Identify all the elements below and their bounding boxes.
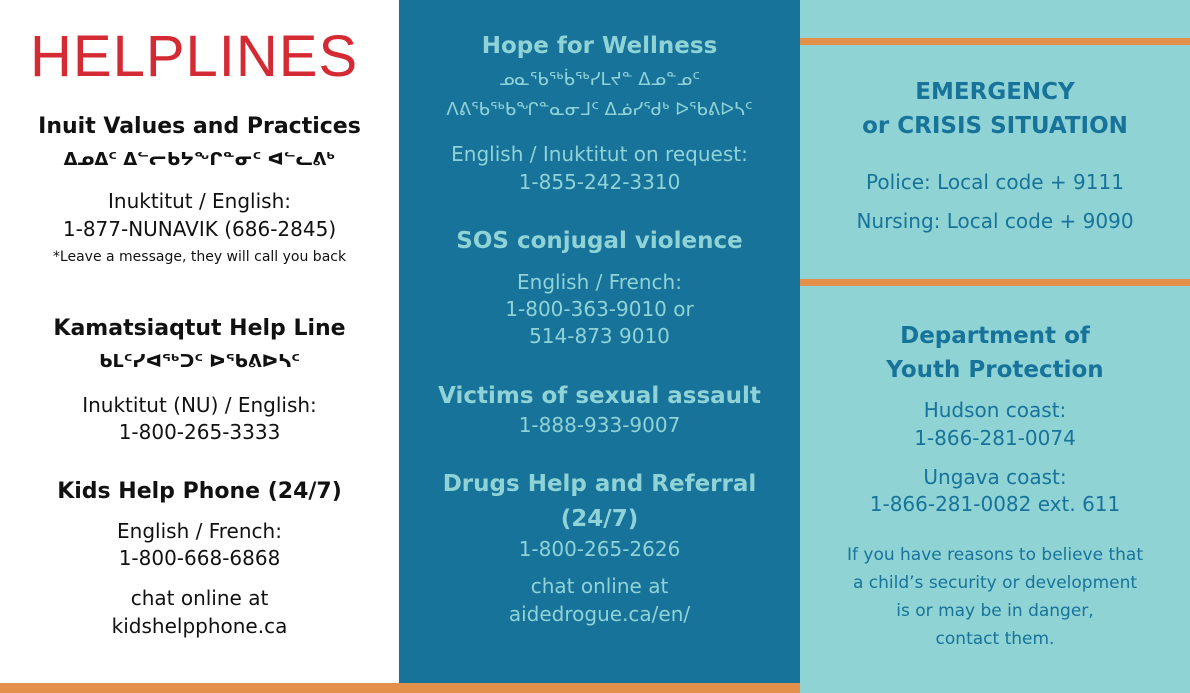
hope-wellness-languages: English / Inuktitut on request: bbox=[451, 142, 748, 166]
kamatsiaqtut-languages: Inuktitut (NU) / English: bbox=[82, 393, 317, 417]
right-column bbox=[800, 0, 1190, 693]
emergency-title-2: or CRISIS SITUATION bbox=[862, 113, 1128, 139]
drugs-help-chat-link[interactable]: aidedrogue.ca/en/ bbox=[508, 602, 691, 626]
inuit-values-note: *Leave a message, they will call you back bbox=[52, 249, 347, 265]
bottom-orange-bar bbox=[0, 683, 800, 693]
dyp-ungava-phone[interactable]: 1-866-281-0082 ext. 611 bbox=[869, 492, 1121, 516]
hope-wellness-syllabics-1: ᓄᓇᖃᖅᑳᖅᓯᒪᔪᓐ ᐃᓄᓐᓄᑦ bbox=[499, 69, 700, 90]
middle-orange-divider bbox=[800, 279, 1190, 286]
kids-help-title: Kids Help Phone (24/7) bbox=[57, 479, 342, 504]
sos-title: SOS conjugal violence bbox=[456, 228, 743, 254]
emergency-nursing: Nursing: Local code + 9090 bbox=[856, 209, 1134, 233]
kids-help-phone[interactable]: 1-800-668-6868 bbox=[118, 546, 281, 570]
sos-phone-1[interactable]: 1-800-363-9010 or bbox=[505, 297, 694, 321]
dyp-note-2: a child’s security or development bbox=[852, 573, 1138, 593]
dyp-hudson-label: Hudson coast: bbox=[923, 398, 1067, 422]
sos-phone-2[interactable]: 514-873 9010 bbox=[529, 324, 670, 348]
inuit-values-languages: Inuktitut / English: bbox=[108, 189, 291, 213]
dyp-title-2: Youth Protection bbox=[886, 357, 1104, 383]
dyp-title-1: Department of bbox=[900, 323, 1090, 349]
kids-help-languages: English / French: bbox=[117, 519, 282, 543]
kids-help-chat-link[interactable]: kidshelpphone.ca bbox=[111, 614, 288, 638]
top-orange-divider bbox=[800, 38, 1190, 45]
drugs-help-title-2: (24/7) bbox=[560, 506, 639, 532]
hope-wellness-title: Hope for Wellness bbox=[481, 33, 718, 59]
sos-languages: English / French: bbox=[517, 270, 682, 294]
middle-column bbox=[399, 0, 800, 693]
kids-help-chat-label: chat online at bbox=[130, 586, 269, 610]
inuit-values-phone[interactable]: 1-877-NUNAVIK (686-2845) bbox=[62, 217, 337, 241]
victims-phone[interactable]: 1-888-933-9007 bbox=[518, 413, 681, 437]
emergency-title-1: EMERGENCY bbox=[915, 79, 1075, 105]
left-column bbox=[0, 0, 399, 693]
page-title: HELPLINES bbox=[30, 24, 359, 89]
drugs-help-title-1: Drugs Help and Referral bbox=[442, 471, 757, 497]
dyp-note-3: is or may be in danger, bbox=[896, 601, 1094, 621]
hope-wellness-syllabics-2: ᐱᕕᖃᖅᑲᖏᓐᓇᓂᒧᑦ ᐃᓅᓯᖁᒃ ᐅᖃᕕᐅᓴᑦ bbox=[446, 99, 753, 120]
victims-title: Victims of sexual assault bbox=[438, 383, 761, 409]
dyp-hudson-phone[interactable]: 1-866-281-0074 bbox=[914, 426, 1076, 450]
kamatsiaqtut-syllabics: ᑲᒪᑦᓯᐊᖅᑐᑦ ᐅᖃᕕᐅᓴᑦ bbox=[99, 351, 300, 372]
emergency-police: Police: Local code + 9111 bbox=[866, 170, 1124, 194]
kamatsiaqtut-phone[interactable]: 1-800-265-3333 bbox=[118, 420, 281, 444]
kamatsiaqtut-title: Kamatsiaqtut Help Line bbox=[53, 316, 346, 341]
inuit-values-syllabics: ᐃᓄᐃᑦ ᐃᓪᓕᑲᔭᖏᓐᓂᑦ ᐊᓪᓚᕕᒃ bbox=[63, 149, 336, 170]
dyp-note-1: If you have reasons to believe that bbox=[846, 545, 1143, 565]
hope-wellness-phone[interactable]: 1-855-242-3310 bbox=[518, 170, 681, 194]
dyp-ungava-label: Ungava coast: bbox=[923, 465, 1067, 489]
inuit-values-title: Inuit Values and Practices bbox=[38, 114, 361, 139]
drugs-help-phone[interactable]: 1-800-265-2626 bbox=[518, 537, 681, 561]
dyp-note-4: contact them. bbox=[935, 629, 1055, 649]
drugs-help-chat-label: chat online at bbox=[530, 574, 669, 598]
